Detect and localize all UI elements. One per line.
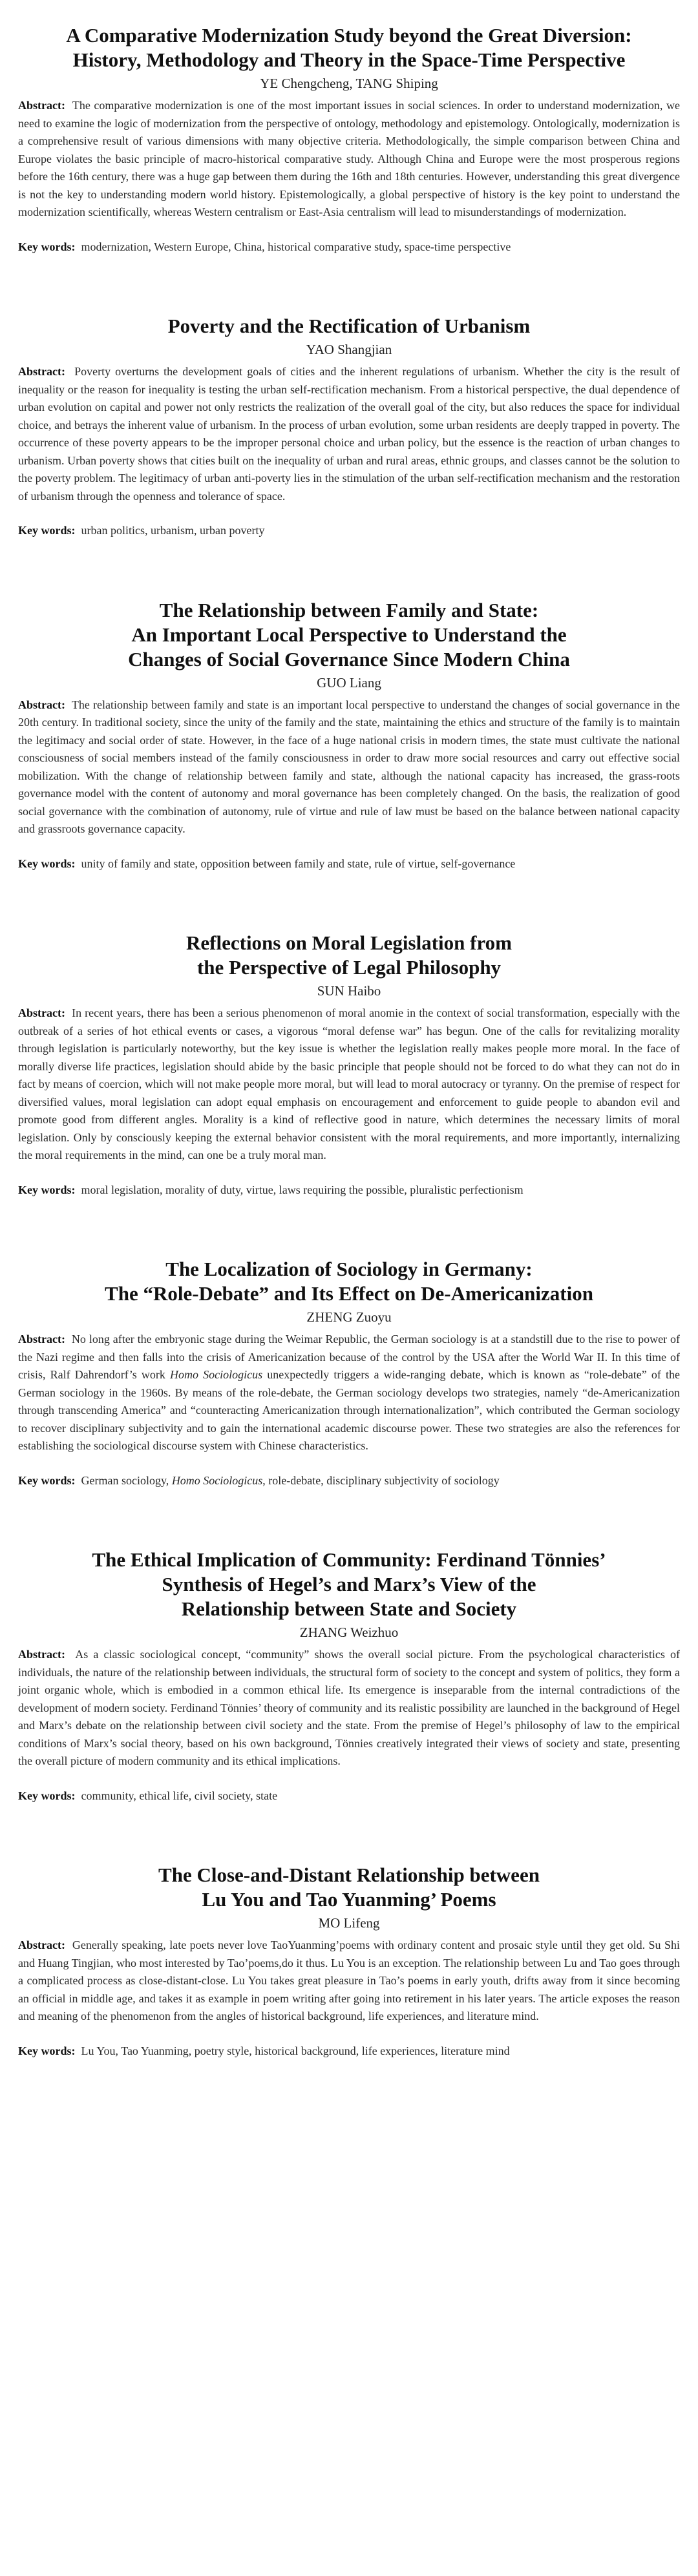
article-title — [18, 23, 680, 72]
article-spacer — [18, 1490, 680, 1548]
abstract — [18, 97, 680, 222]
article-title — [18, 314, 680, 338]
abstract-label: Abstract: — [18, 1938, 65, 1951]
article-spacer — [18, 1805, 680, 1863]
title-line: Poverty and the Rectification of Urbanism — [167, 315, 531, 337]
article-7 — [18, 1863, 680, 2060]
article-authors: YE Chengcheng, TANG Shiping — [260, 76, 438, 91]
abstract-label: Abstract: — [18, 99, 65, 112]
abstract-text: Generally speaking, late poets never love TaoYuanming’poems with ordinary content and prosaic style until they get old. Su Shi and Huang Tingjian, who most interested by Tao’poems,do it thus. Lu You is an exception. The relationship between Lu and Tao goes through a complicated process as close-distant-close. Lu You takes great pleasure in Tao’s poems in early youth, drifts away from it since becoming an official in middle age, and takes it as example in poem writing after going into retirement in his later years. The article exposes the reason and meaning of the phenomenon from the angles of historical background, life experiences, and literature mind. — [18, 1938, 681, 2022]
article-1 — [18, 23, 680, 256]
article-authors: ZHANG Weizhuo — [299, 1625, 399, 1640]
abstract — [18, 1331, 680, 1455]
abstract — [18, 696, 680, 838]
title-line: The Relationship between Family and State: — [159, 598, 539, 621]
abstract-label: Abstract: — [18, 1006, 65, 1019]
article-spacer — [18, 1199, 680, 1257]
title-line: The Ethical Implication of Community: Ferdinand Tönnies’ — [92, 1548, 606, 1571]
abstract-text: Poverty overturns the development goals of cities and the inherent regulations of urbanism. Whether the city is the result of inequality or the reason for inequality is testing the urban self-rectification mechanism. From a historical perspective, the dual dependence of urban evolution on capital and power not only restricts the realization of the overall goal of the city, but also reduces the space for individual choice, and betrays the inherent value of urbanism. In the process of urban evolution, some urban residents are deeply trapped in poverty. The occurrence of these poverty appears to be the improper personal choice and urban policy, but the essence is the reaction of urban changes to urbanism. Urban poverty shows that cities built on the inequality of urban and rural areas, ethnic groups, and classes cannot be the solution to the poverty problem. The legitimacy of urban anti-poverty lies in the stimulation of the urban self-rectification mechanism and the restoration of urbanism through the openness and tolerance of space. — [18, 365, 681, 503]
title-line: Synthesis of Hegel’s and Marx’s View of the — [162, 1573, 536, 1595]
keywords-text: modernization, Western Europe, China, historical comparative study, space-time perspective — [81, 240, 511, 253]
article-authors: SUN Haibo — [317, 983, 381, 999]
title-line: The “Role-Debate” and Its Effect on De-Americanization — [105, 1282, 593, 1305]
keywords-text-after: , role-debate, disciplinary subjectivity of sociology — [262, 1473, 500, 1487]
keywords-text: Lu You, Tao Yuanming, poetry style, historical background, life experiences, literature mind — [81, 2044, 510, 2057]
keywords-label: Key words: — [18, 1789, 76, 1802]
title-line: Relationship between State and Society — [181, 1597, 517, 1620]
keywords-label: Key words: — [18, 1183, 76, 1196]
title-line: An Important Local Perspective to Understand the — [131, 623, 567, 646]
keywords-label: Key words: — [18, 240, 76, 253]
article-2 — [18, 314, 680, 540]
keywords-label: Key words: — [18, 1473, 76, 1487]
article-title — [18, 598, 680, 672]
title-line: The Close-and-Distant Relationship between — [158, 1864, 540, 1886]
article-title — [18, 1257, 680, 1306]
title-line: Lu You and Tao Yuanming’ Poems — [202, 1888, 496, 1911]
abstract — [18, 1937, 680, 2026]
title-line: A Comparative Modernization Study beyond the Great Diversion: — [66, 24, 632, 47]
abstract-text-before: No long after the embryonic stage during the Weimar Republic, the German sociology is at a standstill due to the rise to power of the Nazi regime and then falls into the crisis of Americanization because of the control by the USA after the World War II. In this time of crisis, Ralf Dahrendorf’s work — [18, 1333, 681, 1381]
abstract — [18, 1004, 680, 1165]
keywords-text: community, ethical life, civil society, state — [81, 1789, 278, 1802]
article-authors: GUO Liang — [317, 674, 381, 691]
abstract-label: Abstract: — [18, 1333, 65, 1345]
keywords-label: Key words: — [18, 857, 76, 870]
article-4 — [18, 931, 680, 1199]
abstract — [18, 363, 680, 505]
keywords-text: urban politics, urbanism, urban poverty — [81, 524, 265, 537]
keywords — [18, 1472, 680, 1490]
abstract-text: In recent years, there has been a serious phenomenon of moral anomie in the context of social transformation, especially with the outbreak of a series of hot ethical events or cases, a vigorous “moral defense war” has begun. One of the calls for revitalizing morality through legislation is particularly noteworthy, but the key issue is whether the legislation really makes people more moral. In the face of morally diverse life practices, legislation should abide by the basic principle that people should not be forced to do what they can not do in fact by means of coercion, which will not make people more moral, but will lead to moral autocracy or tyranny. On the premise of respect for diversified values, moral legislation can adopt equal emphasis on encouragement and enforcement to guide people to abandon evil and promote good from different angles. Morality is a kind of reflective good in nature, which determines the necessary limits of moral legislation. Only by consciously keeping the external behavior consistent with the moral requirements, and more importantly, internalizing the moral requirements in the mind, can one be a truly moral man. — [18, 1006, 680, 1161]
keywords-text: moral legislation, morality of duty, virtue, laws requiring the possible, pluralistic perfectionism — [81, 1183, 524, 1196]
title-line: History, Methodology and Theory in the Space-Time Perspective — [72, 48, 626, 71]
abstract-text-after: unexpectedly triggers a wide-ranging debate, which is known as “role-debate” of the German sociology in the 1960s. By means of the role-debate, the German sociology develops two strategies, namely “de-Americanization through transcending America” and “counteracting Americanization through internationalization”, which contributed the German sociology to recover disciplinary subjectivity and to gain the international academic discourse power. These two strategies are also the references for establishing the sociological discourse system with Chinese characteristics. — [18, 1368, 680, 1452]
keywords-label: Key words: — [18, 2044, 76, 2057]
keywords-text: unity of family and state, opposition between family and state, rule of virtue, self-governance — [81, 857, 516, 870]
article-6 — [18, 1548, 680, 1805]
article-spacer — [18, 873, 680, 931]
article-title — [18, 1548, 680, 1621]
abstract-label: Abstract: — [18, 698, 65, 711]
article-title — [18, 931, 680, 980]
keywords-label: Key words: — [18, 524, 76, 537]
keywords — [18, 1181, 680, 1200]
title-line: the Perspective of Legal Philosophy — [196, 956, 502, 979]
abstract — [18, 1646, 680, 1771]
abstract-text: The comparative modernization is one of the most important issues in social sciences. In order to understand modernization, we need to examine the logic of modernization from the perspective of ontology, methodology and epistemology. Ontologically, modernization is a comprehensive result of various dimensions with many objective criteria. Methodologically, the simple comparison between China and Europe violates the basic principle of macro-historical comparative study. Although China and Europe were the most prosperous regions before the 16th century, there was a huge gap between them during the 16th and 18th centuries. However, understanding this great divergence is not the key to understanding modern world history. Epistemologically, a global perspective of history is the key point to understand the modernization scientifically, whereas Western centralism or East-Asia centralism will lead to misunderstandings of modernization. — [18, 99, 680, 218]
article-spacer — [18, 540, 680, 598]
article-3 — [18, 598, 680, 873]
title-line: Reflections on Moral Legislation from — [186, 931, 512, 954]
article-authors: YAO Shangjian — [306, 342, 392, 357]
article-title — [18, 1863, 680, 1912]
abstract-label: Abstract: — [18, 1648, 65, 1661]
keywords — [18, 522, 680, 540]
keywords — [18, 238, 680, 256]
article-authors: ZHENG Zuoyu — [306, 1309, 392, 1325]
keywords-text-before: German sociology, — [81, 1473, 172, 1487]
article-authors: MO Lifeng — [318, 1915, 380, 1931]
keywords — [18, 855, 680, 873]
title-line: The Localization of Sociology in Germany: — [165, 1258, 533, 1280]
keywords — [18, 2042, 680, 2061]
keywords-book-title: Homo Sociologicus — [171, 1473, 263, 1487]
abstract-text: The relationship between family and state is an important local perspective to understand the changes of social governance in the 20th century. In traditional society, since the unity of the family and the state, maintaining the ethics and structure of the family is to maintain the legitimacy and social order of state. However, in the face of a huge national crisis in modern times, the state must cultivate the national consciousness of social members instead of the family consciousness in order to draw more social resources and carry out effective social mobilization. With the change of relationship between family and state, although the national capacity has increased, the grass-roots governance model with the content of autonomy and moral governance has been completely changed. On the basis, the realization of good social governance with the combination of autonomy, rule of virtue and rule of law must be based on the balance between national capacity and grassroots governance capacity. — [18, 698, 680, 835]
title-line: Changes of Social Governance Since Modern China — [128, 647, 570, 670]
article-5 — [18, 1257, 680, 1490]
article-spacer — [18, 256, 680, 314]
keywords — [18, 1787, 680, 1805]
abstract-book-title: Homo Sociologicus — [169, 1368, 263, 1381]
abstract-label: Abstract: — [18, 365, 65, 378]
abstract-text: As a classic sociological concept, “community” shows the overall social picture. From the psychological characteristics of individuals, the nature of the relationship between individuals, the structural form of society to the concept and system of politics, they form a joint organic whole, which is embodied in a common ethical life. Its emergence is inseparable from the internal contradictions of the development of modern society. Ferdinand Tönnies’ theory of community and its realistic possibility are launched in the background of Hegel and Marx’s debate on the relationship between civil society and the state. From the premise of Hegel’s philosophy of law to the empirical conditions of Marx’s social theory, based on his own background, Tönnies creatively integrated their views of society and state, presenting the overall picture of modern community and its ethical implications. — [18, 1648, 680, 1767]
